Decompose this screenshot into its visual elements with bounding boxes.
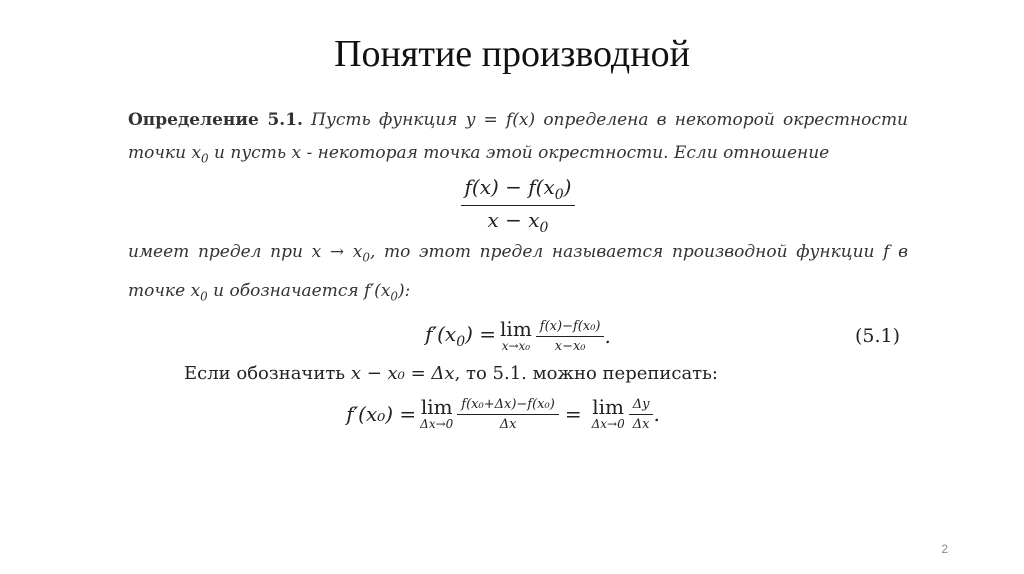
equation-5-1 (128, 313, 908, 359)
limit-f: f (883, 242, 890, 263)
limit-text-1: имеет предел при (128, 242, 303, 263)
eq2-fraction-2: $\frac{\Delta y}{\Delta x}$ (629, 397, 654, 432)
ratio-formula (128, 175, 908, 236)
eq2-fraction-1: $\frac{\text{f(x₀+Δx)−f(x₀)}}{\Delta x}$ (457, 397, 559, 432)
limit-text-3: в точке (128, 242, 909, 301)
eq2-lim-1: lim Δx→0 (420, 395, 454, 432)
definition-function: y = f(x) (465, 110, 536, 130)
rewrite-expr: x − x₀ = Δx (350, 363, 455, 385)
definition-x0: $x_0$ (191, 143, 209, 166)
definition-text-3: и пусть (214, 143, 287, 163)
ratio-numerator: $f(x) - f(x_0)$ (461, 175, 576, 206)
eq2-lim-2: lim Δx→0 (591, 395, 625, 432)
limit-x0: $x_0$ (190, 280, 208, 304)
limit-text-2: , то этот предел называется производной функции (369, 242, 875, 263)
definition-text-1: Пусть функция (311, 110, 458, 130)
rewrite-text-1: Если обозначить (184, 363, 346, 385)
rewrite-paragraph (184, 359, 908, 389)
eq1-lim: lim x→x₀ (500, 317, 532, 354)
definition-text-2: определена в некоторой окрестности точки (128, 110, 909, 163)
eq2-end: . (653, 402, 660, 427)
eq1-lhs: $f'(x_0)$ = (425, 322, 497, 351)
definition-paragraph (128, 104, 908, 175)
rewrite-text-2: , то 5.1. можно переписать: (454, 363, 718, 385)
limit-expr: $x \to x_0$ (311, 242, 370, 265)
limit-paragraph (128, 236, 908, 313)
slide-title: Понятие производной (334, 33, 690, 75)
limit-text-4: и обозначается (213, 280, 359, 301)
eq2-equals: = (564, 402, 582, 427)
eq1-end: . (604, 324, 611, 349)
eq2-lhs: f′(x₀) = (346, 402, 417, 427)
eq1-fraction: $\frac{\text{f(x)−f(x₀)}}{\text{x−x₀}}$ (536, 319, 605, 354)
slide-content (128, 104, 908, 439)
equation-rewritten (98, 389, 908, 439)
page-number: 2 (941, 542, 948, 556)
definition-x: x (291, 143, 302, 163)
definition-label: Определение 5.1. (128, 110, 303, 130)
ratio-denominator: $x - x_0$ (487, 208, 549, 237)
equation-number: (5.1) (854, 325, 900, 348)
definition-text-4: - некоторая точка этой окрестности. Если отношение (306, 143, 830, 163)
limit-fprime: $f'(x_0)$: (364, 280, 411, 304)
